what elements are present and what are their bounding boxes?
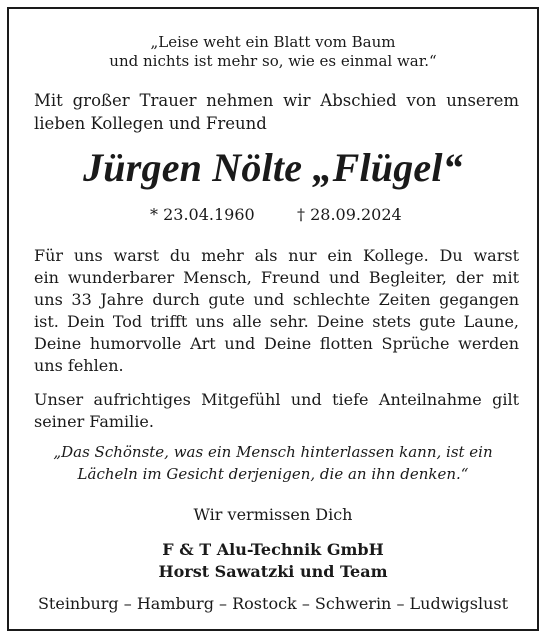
condolence-line: Unser aufrichtiges Mitgefühl und tiefe Anteilnahme gilt: [34, 390, 519, 409]
tribute-line: Deine humorvolle Art und Deine flotten Sprüche werden: [34, 334, 519, 353]
condolence-line: seiner Familie.: [34, 412, 154, 431]
tribute-line: ein wunderbarer Mensch, Freund und Begleiter, der mit: [34, 268, 519, 287]
company-locations: Steinburg – Hamburg – Rostock – Schwerin – Ludwigslust: [37, 594, 509, 613]
motto-line-2: und nichts ist mehr so, wie es einmal war.“: [109, 52, 437, 70]
memorial-quote: [9, 441, 537, 485]
intro-text: [34, 89, 519, 135]
death-date: † 28.09.2024: [297, 205, 402, 224]
closing-phrase: Wir vermissen Dich: [193, 505, 353, 524]
condolence-paragraph: [34, 389, 519, 433]
obituary-frame: [7, 7, 539, 631]
company-signature: [9, 539, 537, 583]
tribute-paragraph: [34, 245, 519, 377]
motto-line-1: „Leise weht ein Blatt vom Baum: [150, 33, 396, 51]
tribute-line: Für uns warst du mehr als nur ein Kollege. Du warst: [34, 246, 519, 265]
intro-line-2: lieben Kollegen und Freund: [34, 114, 267, 133]
company-team: Horst Sawatzki und Team: [158, 562, 388, 581]
intro-line-1: Mit großer Trauer nehmen wir Abschied von unserem: [34, 91, 519, 110]
birth-date: * 23.04.1960: [150, 205, 255, 224]
quote-line-2: Lächeln im Gesicht derjenigen, die an ihn denken.“: [77, 465, 469, 483]
quote-line-1: „Das Schönste, was ein Mensch hinterlassen kann, ist ein: [53, 443, 493, 461]
deceased-name: Jürgen Nölte „Flügel“: [83, 145, 463, 190]
tribute-line: uns fehlen.: [34, 356, 124, 375]
tribute-line: ist. Dein Tod trifft uns alle sehr. Deine stets gute Laune,: [34, 312, 519, 331]
company-name: F & T Alu-Technik GmbH: [162, 540, 384, 559]
tribute-line: uns 33 Jahre durch gute und schlechte Zeiten gegangen: [34, 290, 519, 309]
motto: [9, 33, 537, 71]
